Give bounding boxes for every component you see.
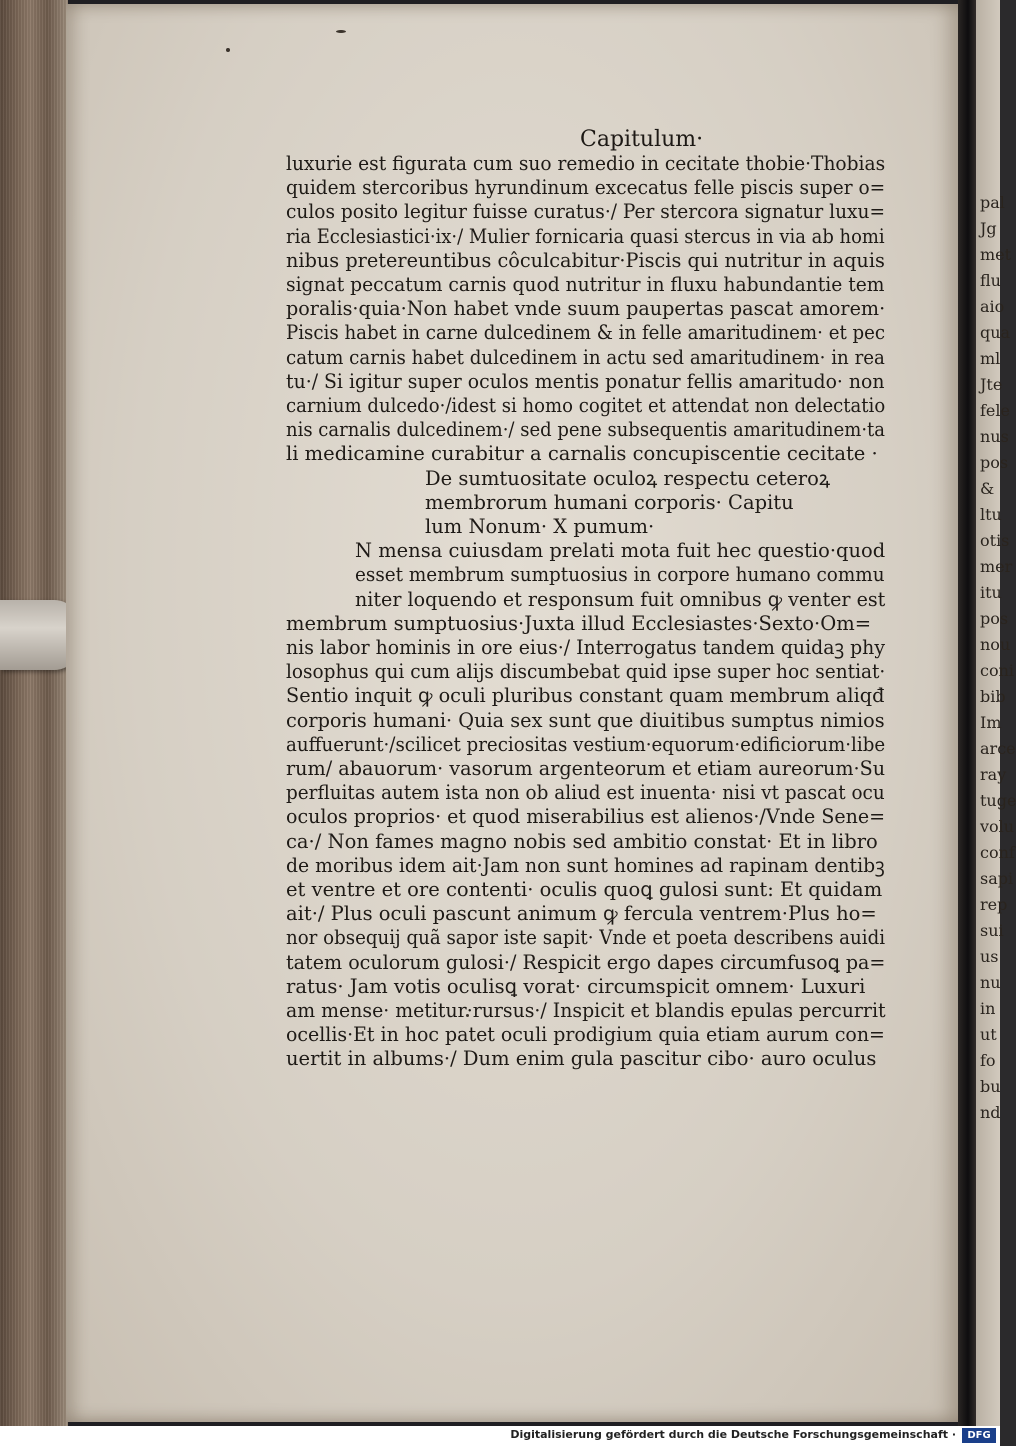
margin-fragment: tuge [980,791,1016,810]
book-edge [0,0,68,1426]
text-line: esset membrum sumptuosius in corpore humano commu [355,563,885,587]
text-line: nor obsequij quã sapor iste sapit· Vnde et poeta describens auidi [286,926,886,950]
text-line: catum carnis habet dulcedinem in actu sed amaritudinem· in rea [286,345,885,369]
text-line: membrum sumptuosius·Juxta illud Ecclesiastes·Sexto·Om= [286,611,872,635]
text-line: N mensa cuiusdam prelati mota fuit hec questio·quod [355,539,886,563]
margin-fragment: nou [980,635,1011,654]
margin-fragment: ml [980,349,1001,368]
text-line: quidem stercoribus hyrundinum excecatus felle piscis super o= [286,176,886,200]
margin-fragment: otis [980,531,1010,550]
margin-fragment: aio [980,297,1005,316]
text-line: tatem oculorum gulosi·/ Respicit ergo dapes circumfusoꝗ pa= [286,950,886,974]
text-line: losophus qui cum alijs discumbebat quid ipse super hoc sentiat· [286,660,886,684]
margin-fragment: flu [980,271,1001,290]
margin-fragment: Jg [980,219,997,238]
margin-fragment: Im [980,713,1002,732]
ink-speck [226,48,230,52]
text-line: ocellis·Et in hoc patet oculi prodigium quia etiam aurum con= [286,1023,885,1047]
margin-fragment: pal [980,193,1005,212]
text-line: am mense· metitur·rursus·/ Inspicit et blandis epulas percurrit [286,999,886,1022]
text-line: uertit in albums·/ Dum enim gula pascitur cibo· auro oculus [286,1047,877,1071]
margin-fragment: fo [980,1051,996,1070]
text-line: poralis·quia·Non habet vnde suum paupertas pascat amorem· [286,297,886,321]
footer [0,1426,1000,1446]
credit-text: Digitalisierung gefördert durch die Deutsche Forschungsgemeinschaft · [510,1428,956,1441]
margin-fragment: bib [980,687,1006,706]
margin-fragment: mer [980,557,1013,576]
text-line: tu·/ Si igitur super oculos mentis ponatur fellis amaritudo· non [286,369,885,393]
text-line: auffuerunt·/scilicet preciositas vestium·equorum·edificiorum·libe [286,732,886,756]
margin-fragment: us [980,947,999,966]
text-line: ratus· Jam votis oculisꝗ vorat· circumspicit omnem· Luxuri [286,974,866,998]
margin-fragment: volu [980,817,1015,836]
text-line: Sentio inquit ꝙ oculi pluribus constant quam membrum aliqđ [286,684,885,708]
text-line: signat peccatum carnis quod nutritur in fluxu habundantie tem [286,273,885,296]
margin-fragment: nd [980,1103,1001,1122]
text-line: niter loquendo et responsum fuit omnibus ꝙ venter est [355,587,886,611]
text-line: nis carnalis dulcedinem·/ sed pene subsequentis amaritudinem·ta [286,418,886,442]
text-line: luxurie est figurata cum suo remedio in cecitate thobie·Thobias [286,152,886,175]
margin-fragment: conf [980,843,1015,862]
text-line: oculos proprios· et quod miserabilius est alienos·/Vnde Sene= [286,805,886,829]
margin-fragment: itu [980,583,1002,602]
margin-fragment: qua [980,323,1011,342]
margin-fragment: bu [980,1077,1001,1096]
margin-fragment: coni [980,661,1015,680]
text-line: et ventre et ore contenti· oculis quoꝗ gulosi sunt: Et quidam [286,878,883,901]
right-margin-fragments [980,190,1016,1126]
text-line: carnium dulcedo·/idest si homo cogitet et attendat non delectatio [286,394,886,417]
margin-fragment: Jte [980,375,1003,394]
text-line: li medicamine curabitur a carnalis concupiscentie cecitate · [286,442,878,466]
text-line: de moribus idem ait·Jam non sunt homines ad rapinam dentibꝫ [286,853,885,877]
margin-fragment: met [980,245,1012,264]
ink-speck [336,30,346,33]
gutter [958,0,978,1426]
margin-fragment: sapi [980,869,1014,888]
margin-fragment: sui [980,921,1004,940]
margin-fragment: ltu [980,505,1002,524]
text-line: ria Ecclesiastici·ix·/ Mulier fornicaria quasi stercus in via ab homi [286,224,885,248]
margin-fragment: nu [980,973,1001,992]
margin-fragment: pos [980,609,1009,628]
right-page-edge [976,0,1016,1426]
text-line: corporis humani· Quia sex sunt que diuitibus sumptus nimios [286,708,885,732]
text-line: nis labor hominis in ore eius·/ Interrogatus tandem quidaꝫ phy [286,636,886,659]
margin-fragment: & [980,479,995,498]
margin-fragment: pos [980,453,1009,472]
text-line: culos posito legitur fuisse curatus·/ Per stercora signatur luxu= [286,200,886,224]
page-header: Capitulum· [580,127,704,152]
margin-fragment: nus [980,427,1009,446]
text-line: perfluitas autem ista non ob aliud est inuenta· nisi vt pascat ocu [286,781,885,805]
margin-fragment: fele [980,401,1010,420]
text-line: rum/ abauorum· vasorum argenteorum et etiam aureorum·Su [286,757,886,780]
text-line: Piscis habet in carne dulcedinem & in felle amaritudinem· et pec [286,321,886,345]
margin-fragment: ut [980,1025,997,1044]
margin-fragment: rep [980,895,1008,914]
text-line: ait·/ Plus oculi pascunt animum ꝙ fercula ventrem·Plus ho= [286,902,877,926]
margin-fragment: ray [980,765,1007,784]
margin-fragment: in [980,999,996,1018]
text-line: ca·/ Non fames magno nobis sed ambitio constat· Et in libro [286,829,878,853]
dfg-logo: DFG [962,1428,996,1443]
text-line: nibus pretereuntibus côculcabitur·Piscis qui nutritur in aquis [286,248,885,272]
text-line: lum Nonum· X pumum· [425,515,655,538]
text-line: De sumtuositate oculoꝝ respectu ceteroꝝ [425,466,831,490]
margin-fragment: arce [980,739,1016,758]
text-line: membrorum humani corporis· Capitu [425,490,794,514]
